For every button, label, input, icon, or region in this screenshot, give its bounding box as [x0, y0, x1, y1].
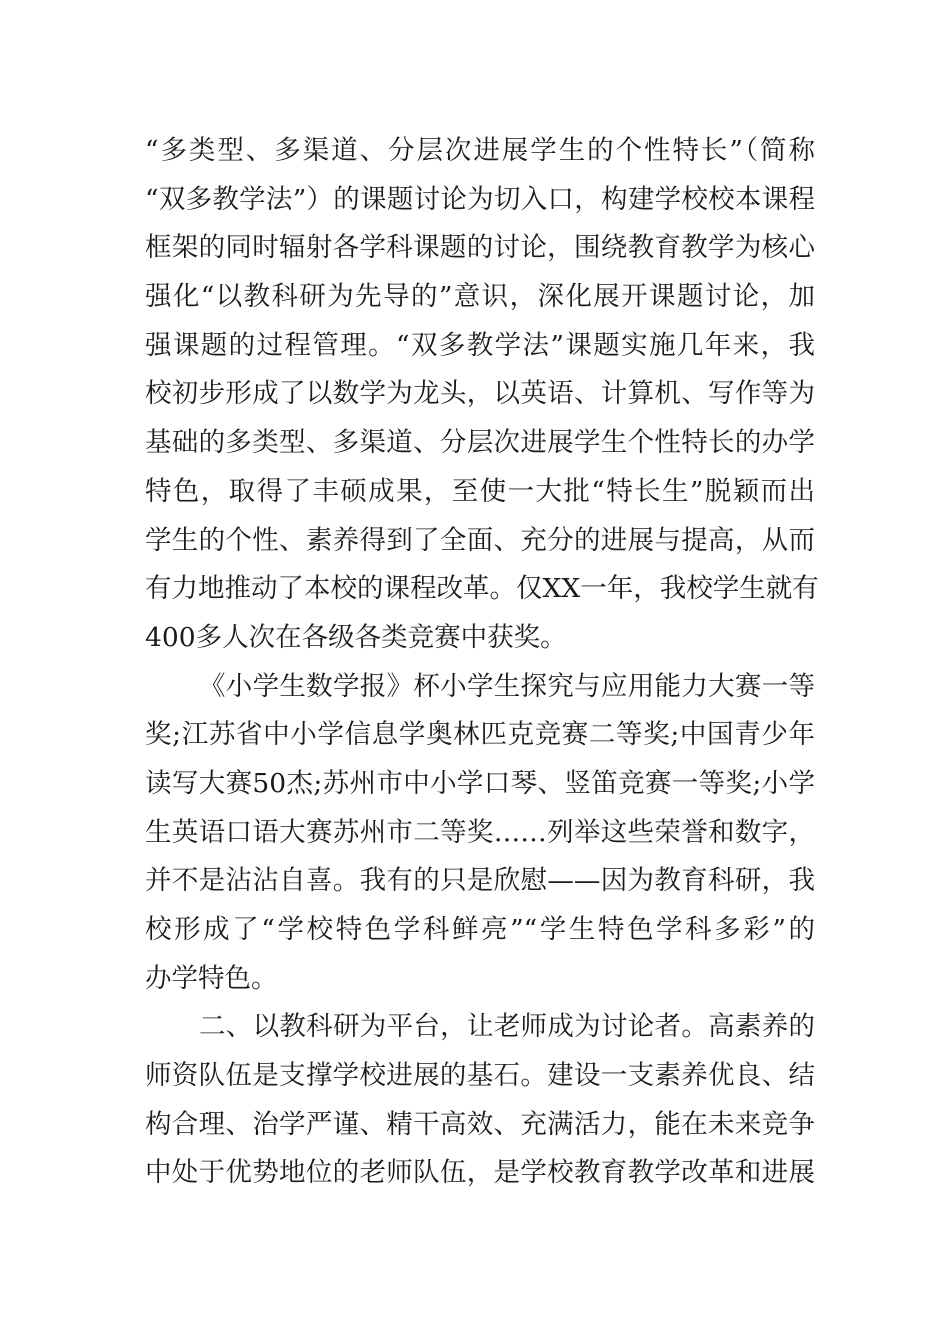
- text-line: 框架的同时辐射各学科课题的讨论，围绕教育教学为核心: [145, 232, 815, 264]
- paragraph: [145, 663, 815, 1004]
- text-line: 中处于优势地位的老师队伍，是学校教育教学改革和进展: [145, 1157, 815, 1189]
- paragraph: [145, 127, 819, 663]
- text-line: 生英语口语大赛苏州市二等奖……列举这些荣誉和数字，: [145, 816, 815, 848]
- text-line: “双多教学法”）的课题讨论为切入口，构建学校校本课程: [145, 183, 815, 215]
- text-line: 学生的个性、素养得到了全面、充分的进展与提高，从而: [145, 524, 815, 556]
- text-line: 特色，取得了丰硕成果，至使一大批“特长生”脱颖而出: [145, 475, 815, 507]
- text-line: 校初步形成了以数学为龙头，以英语、计算机、写作等为: [145, 378, 815, 410]
- text-line: 读写大赛50杰;苏州市中小学口琴、竖笛竞赛一等奖;小学: [145, 767, 815, 799]
- text-line: 强课题的过程管理。“双多教学法”课题实施几年来，我: [145, 329, 815, 361]
- text-line: 有力地推动了本校的课程改革。仅XX一年，我校学生就有: [145, 573, 819, 605]
- text-line: “多类型、多渠道、分层次进展学生的个性特长”（简称: [145, 135, 815, 166]
- text-line: 400多人次在各级各类竞赛中获奖。: [145, 621, 567, 653]
- text-line: 二、以教科研为平台，让老师成为讨论者。高素养的: [199, 1011, 815, 1043]
- text-line: 师资队伍是支撑学校进展的基石。建设一支素养优良、结: [145, 1060, 815, 1092]
- text-line: 强化“以教科研为先导的”意识，深化展开课题讨论，加: [145, 281, 815, 313]
- text-line: 并不是沾沾自喜。我有的只是欣慰——因为教育科研，我: [145, 865, 815, 897]
- text-line: 办学特色。: [145, 962, 278, 994]
- text-line: 奖;江苏省中小学信息学奥林匹克竞赛二等奖;中国青少年: [145, 719, 815, 751]
- text-line: 构合理、治学严谨、精干高效、充满活力，能在未来竞争: [145, 1108, 815, 1140]
- text-line: 校形成了“学校特色学科鲜亮”“学生特色学科多彩”的: [145, 914, 815, 945]
- text-line: 基础的多类型、多渠道、分层次进展学生个性特长的办学: [145, 427, 815, 459]
- document-body: [145, 127, 819, 1198]
- text-line: 《小学生数学报》杯小学生探究与应用能力大赛一等: [199, 670, 815, 702]
- paragraph: [145, 1003, 815, 1198]
